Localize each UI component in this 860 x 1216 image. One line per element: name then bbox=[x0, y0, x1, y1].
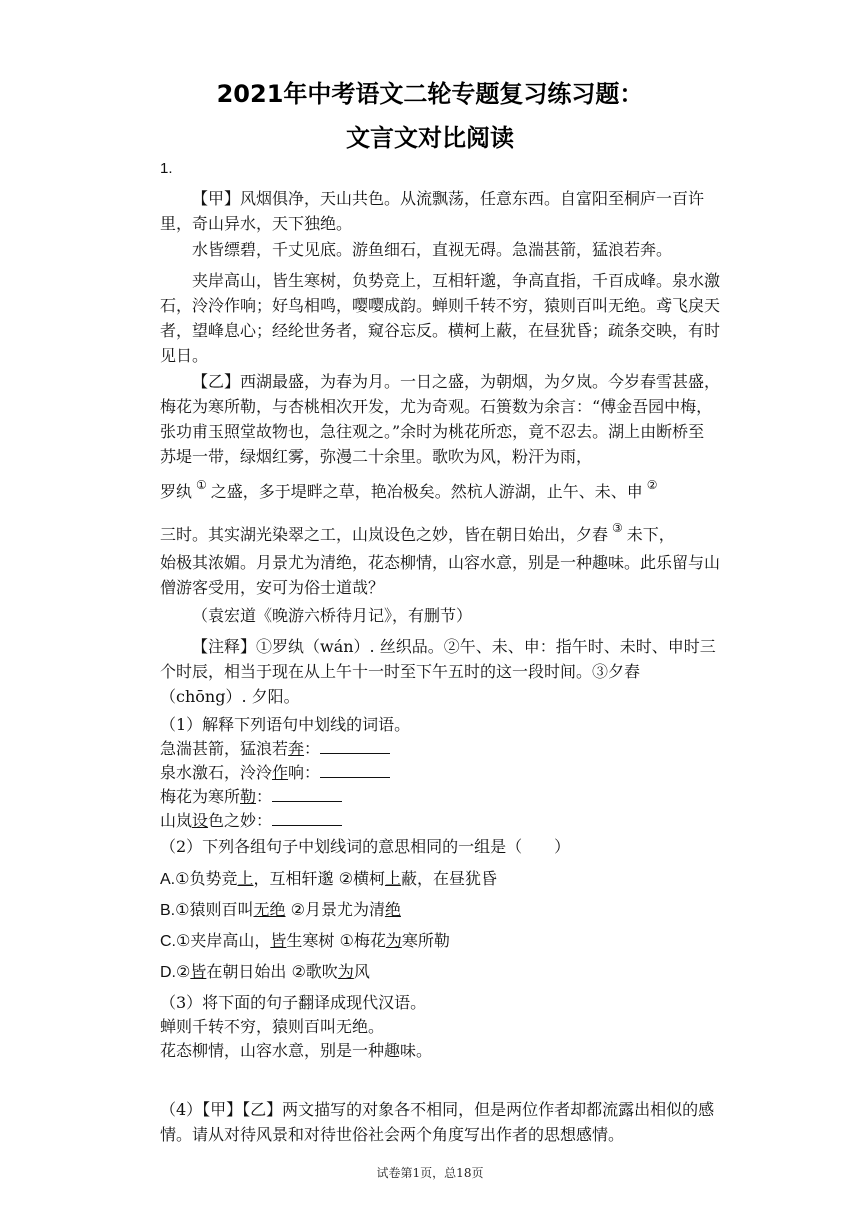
line-a-text-2: 之盛，多于堤畔之草，艳冶极矣。然杭人游湖，止午、未、申 bbox=[210, 482, 643, 501]
option-text: 寒所勒 bbox=[401, 931, 450, 950]
q1-item-4-post: 色之妙： bbox=[208, 811, 273, 830]
circled-number: ① bbox=[339, 931, 354, 950]
passage-source: （袁宏道《晚游六桥待月记》，有删节） bbox=[192, 606, 473, 625]
q1-item-2-post: 响： bbox=[288, 763, 321, 782]
circled-number: ① bbox=[175, 900, 190, 919]
option-text: 梅花 bbox=[353, 931, 386, 950]
option-text: 猿则百叫 bbox=[189, 900, 254, 919]
passage-yi-paragraph-2: 始极其浓媚。月景尤为清绝，花态柳情，山容水意，别是一种趣味。此乐留与山僧游客受用，安可为俗士道哉？ bbox=[160, 553, 721, 597]
option-label: A. bbox=[160, 871, 176, 888]
circled-number: ② bbox=[176, 962, 191, 981]
page-footer: 试卷第1页，总18页 bbox=[376, 1166, 484, 1180]
q1-item-3-underlined: 勒 bbox=[240, 787, 257, 806]
option-text: ，互相轩邈 bbox=[253, 869, 339, 888]
q3-sentence-1: 蝉则千转不穷，猿则百叫无绝。 bbox=[160, 1017, 385, 1036]
answer-blank[interactable] bbox=[320, 739, 390, 754]
option-label: B. bbox=[160, 902, 176, 919]
q1-item-3-pre: 梅花为寒所 bbox=[160, 787, 241, 806]
option-underlined: 为 bbox=[385, 931, 402, 950]
option-text: 夹岸高山， bbox=[190, 931, 271, 950]
answer-blank[interactable] bbox=[320, 763, 390, 778]
passage-yi-paragraph-1: 【乙】西湖最盛，为春为月。一日之盛，为朝烟，为夕岚。今岁春雪甚盛，梅花为寒所勒，与杏桃相次开发，尤为奇观。石篑数为余言：“傅金吾园中梅，张功甫玉照堂故物也，急往观之。”余时为桃花所恋，竟不忍去。湖上由断桥至苏堤一带，绿烟红雾，弥漫二十余里。歌吹为风，粉汗为雨， bbox=[160, 372, 721, 466]
option-text: 风 bbox=[353, 962, 370, 981]
line-b-text-1: 三时。其实湖光染翠之工，山岚设色之妙，皆在朝日始出，夕舂 bbox=[160, 525, 609, 544]
q1-item-2 bbox=[160, 760, 730, 785]
answer-blank[interactable] bbox=[272, 787, 342, 802]
passage-jia-paragraph-3: 夹岸高山，皆生寒树，负势竞上，互相轩邈，争高直指，千百成峰。泉水激石，泠泠作响；好鸟相鸣，嘤嘤成韵。蝉则千转不穷，猿则百叫无绝。鸢飞戾天者，望峰息心；经纶世务者，窥谷忘反。横柯上蔽，在昼犹昏；疏条交映，有时见日。 bbox=[160, 271, 721, 365]
q1-item-2-underlined: 作 bbox=[272, 763, 289, 782]
footnote-marker-1: ① bbox=[196, 478, 207, 492]
q1-item-4 bbox=[160, 808, 730, 833]
option-text: 歌吹 bbox=[305, 962, 338, 981]
q1-item-1-underlined: 奔 bbox=[288, 739, 305, 758]
line-b-text-2: 未下， bbox=[626, 525, 675, 544]
page-title: 2021年中考语文二轮专题复习练习题： bbox=[216, 80, 644, 108]
option-label: D. bbox=[160, 964, 176, 981]
passage-yi-line-b bbox=[160, 516, 730, 547]
q2-option-b[interactable] bbox=[160, 897, 730, 923]
option-text: 负势竞 bbox=[189, 869, 238, 888]
q2-option-d[interactable] bbox=[160, 959, 730, 985]
line-a-text-1: 罗纨 bbox=[160, 482, 193, 501]
option-underlined: 上 bbox=[237, 869, 254, 888]
q3-sentence-2: 花态柳情，山容水意，别是一种趣味。 bbox=[160, 1041, 433, 1060]
option-text: 月景尤为清 bbox=[304, 900, 385, 919]
option-underlined: 绝 bbox=[384, 900, 401, 919]
q1-item-1 bbox=[160, 736, 730, 761]
circled-number: ① bbox=[176, 931, 191, 950]
q1-item-1-post: ： bbox=[304, 739, 321, 758]
q3-prompt: （3）将下面的句子翻译成现代汉语。 bbox=[160, 993, 427, 1012]
option-label: C. bbox=[160, 933, 176, 950]
option-underlined: 为 bbox=[337, 962, 354, 981]
circled-number: ① bbox=[175, 869, 190, 888]
option-underlined: 皆 bbox=[190, 962, 207, 981]
q4-prompt: （4）【甲】【乙】两文描写的对象各不相同，但是两位作者却都流露出相似的感情。请从对待风景和对待世俗社会两个角度写出作者的思想感情。 bbox=[160, 1100, 715, 1144]
q1-item-3 bbox=[160, 784, 730, 809]
option-text: 在朝日始出 bbox=[206, 962, 292, 981]
page-subtitle: 文言文对比阅读 bbox=[346, 124, 514, 152]
passage-yi-line-a bbox=[160, 473, 730, 504]
q2-prompt: （2）下列各组句子中划线词的意思相同的一组是（ ） bbox=[160, 837, 571, 856]
passage-jia-paragraph-2: 水皆缥碧，千丈见底。游鱼细石，直视无碍。急湍甚箭，猛浪若奔。 bbox=[192, 240, 673, 259]
footnote-marker-3: ③ bbox=[612, 521, 623, 535]
option-underlined: 无绝 bbox=[253, 900, 286, 919]
option-text: 生寒树 bbox=[286, 931, 340, 950]
question-number: 1. bbox=[160, 160, 173, 177]
q1-item-4-underlined: 设 bbox=[192, 811, 209, 830]
q2-option-c[interactable] bbox=[160, 928, 730, 954]
option-underlined: 皆 bbox=[270, 931, 287, 950]
q1-item-1-pre: 急湍甚箭，猛浪若 bbox=[160, 739, 289, 758]
annotations: 【注释】①罗纨（wán）. 丝织品。②午、未、申：指午时、未时、申时三个时辰，相当于现在从上午十一时至下午五时的这一段时间。③夕舂（chōng）. 夕阳。 bbox=[160, 637, 716, 706]
option-underlined: 上 bbox=[384, 869, 401, 888]
footnote-marker-2: ② bbox=[646, 478, 658, 492]
q1-prompt: （1）解释下列语句中划线的词语。 bbox=[160, 715, 411, 734]
circled-number: ② bbox=[338, 869, 353, 888]
q1-item-4-pre: 山岚 bbox=[160, 811, 193, 830]
q1-item-3-post: ： bbox=[256, 787, 273, 806]
q2-option-a[interactable] bbox=[160, 866, 730, 892]
circled-number: ② bbox=[291, 962, 306, 981]
passage-jia-paragraph-1: 【甲】风烟俱净，天山共色。从流飘荡，任意东西。自富阳至桐庐一百许里，奇山异水，天下独绝。 bbox=[160, 189, 705, 233]
circled-number: ② bbox=[290, 900, 305, 919]
answer-blank[interactable] bbox=[272, 811, 342, 826]
q1-item-2-pre: 泉水激石，泠泠 bbox=[160, 763, 273, 782]
option-text: 蔽，在昼犹昏 bbox=[400, 869, 497, 888]
option-text: 横柯 bbox=[352, 869, 385, 888]
